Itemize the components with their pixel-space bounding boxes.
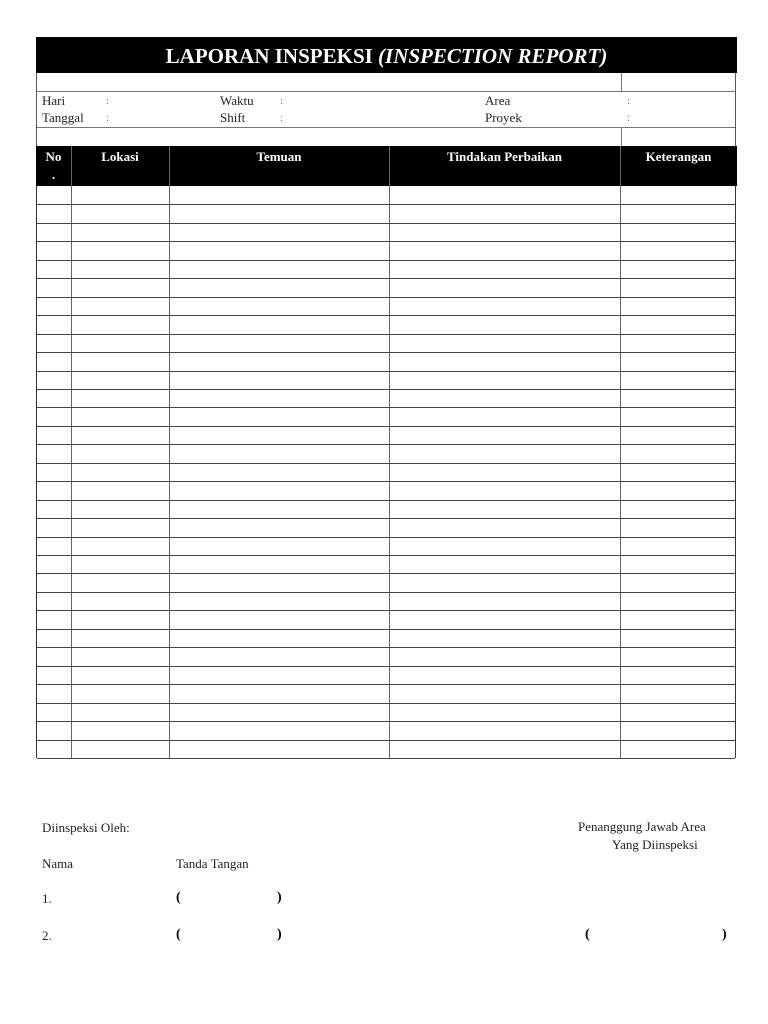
penanggung-jawab-line1: Penanggung Jawab Area (578, 819, 706, 834)
header-col-sep-4 (620, 146, 621, 186)
report-title (36, 37, 737, 73)
table-row-line (37, 684, 735, 685)
title-main: LAPORAN INSPEKSI (165, 44, 379, 68)
table-header (36, 146, 737, 186)
nama-label: Nama (42, 856, 74, 871)
diinspeksi-oleh-label: Diinspeksi Oleh: (42, 820, 130, 835)
table-row-line (37, 573, 735, 574)
table-row-line (37, 389, 735, 390)
label-proyek: Proyek (485, 110, 522, 125)
table-row-line (37, 260, 735, 261)
table-row-line (37, 537, 735, 538)
signer-1-open-paren: ( (176, 890, 181, 905)
table-row-line (37, 555, 735, 556)
signer-2-number: 2. (42, 928, 52, 943)
info-divider-top (37, 91, 735, 92)
label-area: Area (485, 93, 511, 108)
tanda-tangan-label: Tanda Tangan (176, 856, 249, 871)
label-hari: Hari (42, 93, 66, 108)
table-row-line (37, 703, 735, 704)
header-no-text: No (45, 149, 62, 164)
info-section (36, 73, 736, 146)
col-sep-no (71, 186, 72, 758)
inspection-table-body (36, 186, 736, 758)
table-row-line (37, 278, 735, 279)
table-row-line (37, 500, 735, 501)
table-row-line (37, 758, 735, 759)
colon-area: : (627, 95, 631, 107)
info-divider-bottom (37, 127, 735, 128)
table-row-line (37, 647, 735, 648)
colon-hari: : (106, 95, 110, 107)
label-waktu: Waktu (220, 93, 254, 108)
header-col-sep-3 (389, 146, 390, 186)
table-row-line (37, 463, 735, 464)
table-row-line (37, 297, 735, 298)
colon-proyek: : (627, 112, 631, 124)
title-italic: (INSPECTION REPORT) (378, 44, 608, 68)
col-sep-temuan (389, 186, 390, 758)
header-keterangan: Keterangan (645, 149, 712, 164)
header-tindakan-perbaikan: Tindakan Perbaikan (446, 149, 562, 164)
header-no-dot: . (51, 167, 56, 182)
table-row-line (37, 223, 735, 224)
table-row-line (37, 518, 735, 519)
header-col-sep-1 (71, 146, 72, 186)
col-sep-tindakan (620, 186, 621, 758)
header-col-sep-2 (169, 146, 170, 186)
table-row-line (37, 241, 735, 242)
table-row-line (37, 204, 735, 205)
table-row-line (37, 666, 735, 667)
table-row-line (37, 407, 735, 408)
table-row-line (37, 315, 735, 316)
table-row-line (37, 610, 735, 611)
table-row-line (37, 352, 735, 353)
table-row-line (37, 426, 735, 427)
table-row-line (37, 481, 735, 482)
signer-1-number: 1. (42, 891, 52, 906)
info-col-divider-top (621, 73, 622, 91)
table-row-line (37, 740, 735, 741)
colon-tanggal: : (106, 112, 110, 124)
table-row-line (37, 371, 735, 372)
signer-2-close-paren: ) (277, 927, 282, 942)
col-sep-lokasi (169, 186, 170, 758)
label-shift: Shift (220, 110, 246, 125)
table-row-line (37, 629, 735, 630)
signer-2-open-paren: ( (176, 927, 181, 942)
colon-shift: : (280, 112, 284, 124)
penanggung-jawab-line2: Yang Diinspeksi (612, 837, 698, 852)
table-row-line (37, 721, 735, 722)
header-lokasi: Lokasi (101, 149, 139, 164)
area-signer-close-paren: ) (722, 927, 727, 942)
table-row-line (37, 444, 735, 445)
area-signer-open-paren: ( (585, 927, 590, 942)
header-no (36, 150, 71, 182)
header-temuan: Temuan (256, 149, 302, 164)
label-tanggal: Tanggal (42, 110, 84, 125)
info-col-divider-bottom (621, 127, 622, 146)
table-row-line (37, 592, 735, 593)
table-row-line (37, 334, 735, 335)
signer-1-close-paren: ) (277, 890, 282, 905)
colon-waktu: : (280, 95, 284, 107)
